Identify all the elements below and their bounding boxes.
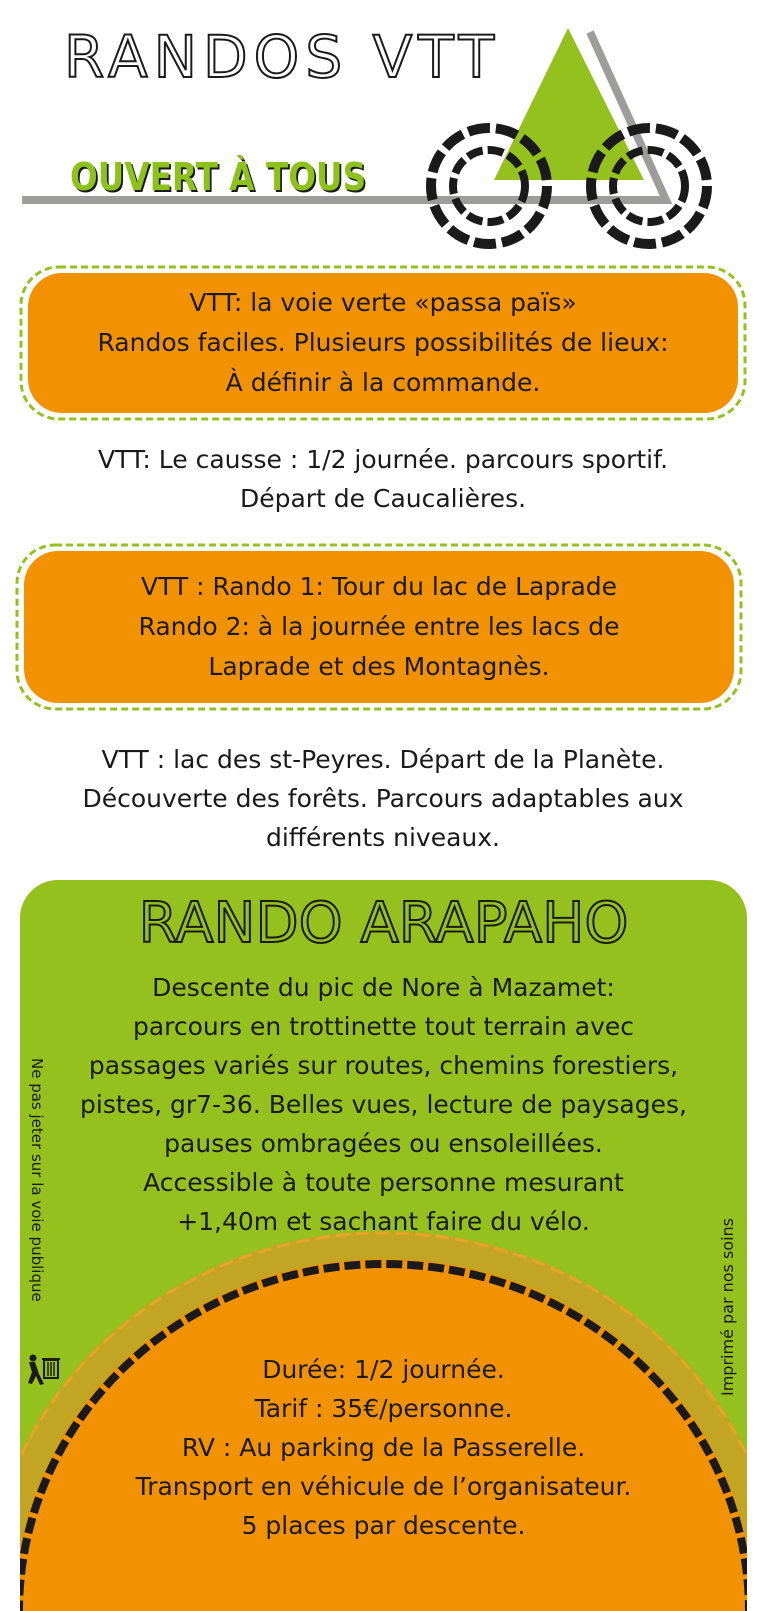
info-text-2 <box>0 740 766 857</box>
page-title: RANDOS VTT <box>64 23 501 91</box>
box1-line: Randos faciles. Plusieurs possibilités de lieux: <box>97 328 669 357</box>
arapaho-line: parcours en trottinette tout terrain avec <box>132 1012 635 1041</box>
detail-line: 5 places par descente. <box>241 1511 526 1540</box>
detail-line: Transport en véhicule de l’organisateur. <box>135 1472 632 1501</box>
box2-line: Laprade et des Montagnès. <box>208 652 550 681</box>
box1-line: VTT: la voie verte «passa païs» <box>189 288 577 317</box>
arapaho-line: passages variés sur routes, chemins forestiers, <box>88 1051 679 1080</box>
trash-bin-icon <box>24 1352 64 1392</box>
detail-line: RV : Au parking de la Passerelle. <box>181 1433 586 1462</box>
side-note-right: Imprimé par nos soins <box>718 1217 737 1396</box>
subtitle: OUVERT À TOUS <box>70 155 367 199</box>
info-text-1 <box>0 440 766 518</box>
text1-line: VTT: Le causse : 1/2 journée. parcours sportif. <box>97 445 669 474</box>
box2-line: Rando 2: à la journée entre les lacs de <box>138 612 620 641</box>
bike-logo-icon <box>18 24 728 254</box>
text2-line: différents niveaux. <box>265 823 501 852</box>
text2-line: VTT : lac des st-Peyres. Départ de la Planète. <box>101 745 665 774</box>
arapaho-title: RANDO ARAPAHO <box>138 891 629 956</box>
info-box-1 <box>28 273 738 413</box>
arapaho-details <box>20 1350 747 1545</box>
arapaho-line: pauses ombragées ou ensoleillées. <box>164 1129 603 1158</box>
box1-line: À définir à la commande. <box>225 368 541 397</box>
arapaho-line: Descente du pic de Nore à Mazamet: <box>152 973 615 1002</box>
arapaho-panel <box>20 880 747 1611</box>
arapaho-line: Accessible à toute personne mesurant <box>143 1168 624 1197</box>
arapaho-description <box>20 968 747 1241</box>
box2-line: VTT : Rando 1: Tour du lac de Laprade <box>140 572 618 601</box>
arapaho-line: pistes, gr7-36. Belles vues, lecture de paysages, <box>80 1090 687 1119</box>
side-note-left: Ne pas jeter sur la voie publique <box>28 1058 46 1302</box>
detail-line: Tarif : 35€/personne. <box>254 1394 513 1423</box>
text2-line: Découverte des forêts. Parcours adaptables aux <box>82 784 684 813</box>
detail-line: Durée: 1/2 journée. <box>262 1355 505 1384</box>
text1-line: Départ de Caucalières. <box>239 484 527 513</box>
info-box-2 <box>24 551 734 703</box>
arapaho-line: +1,40m et sachant faire du vélo. <box>177 1207 590 1236</box>
